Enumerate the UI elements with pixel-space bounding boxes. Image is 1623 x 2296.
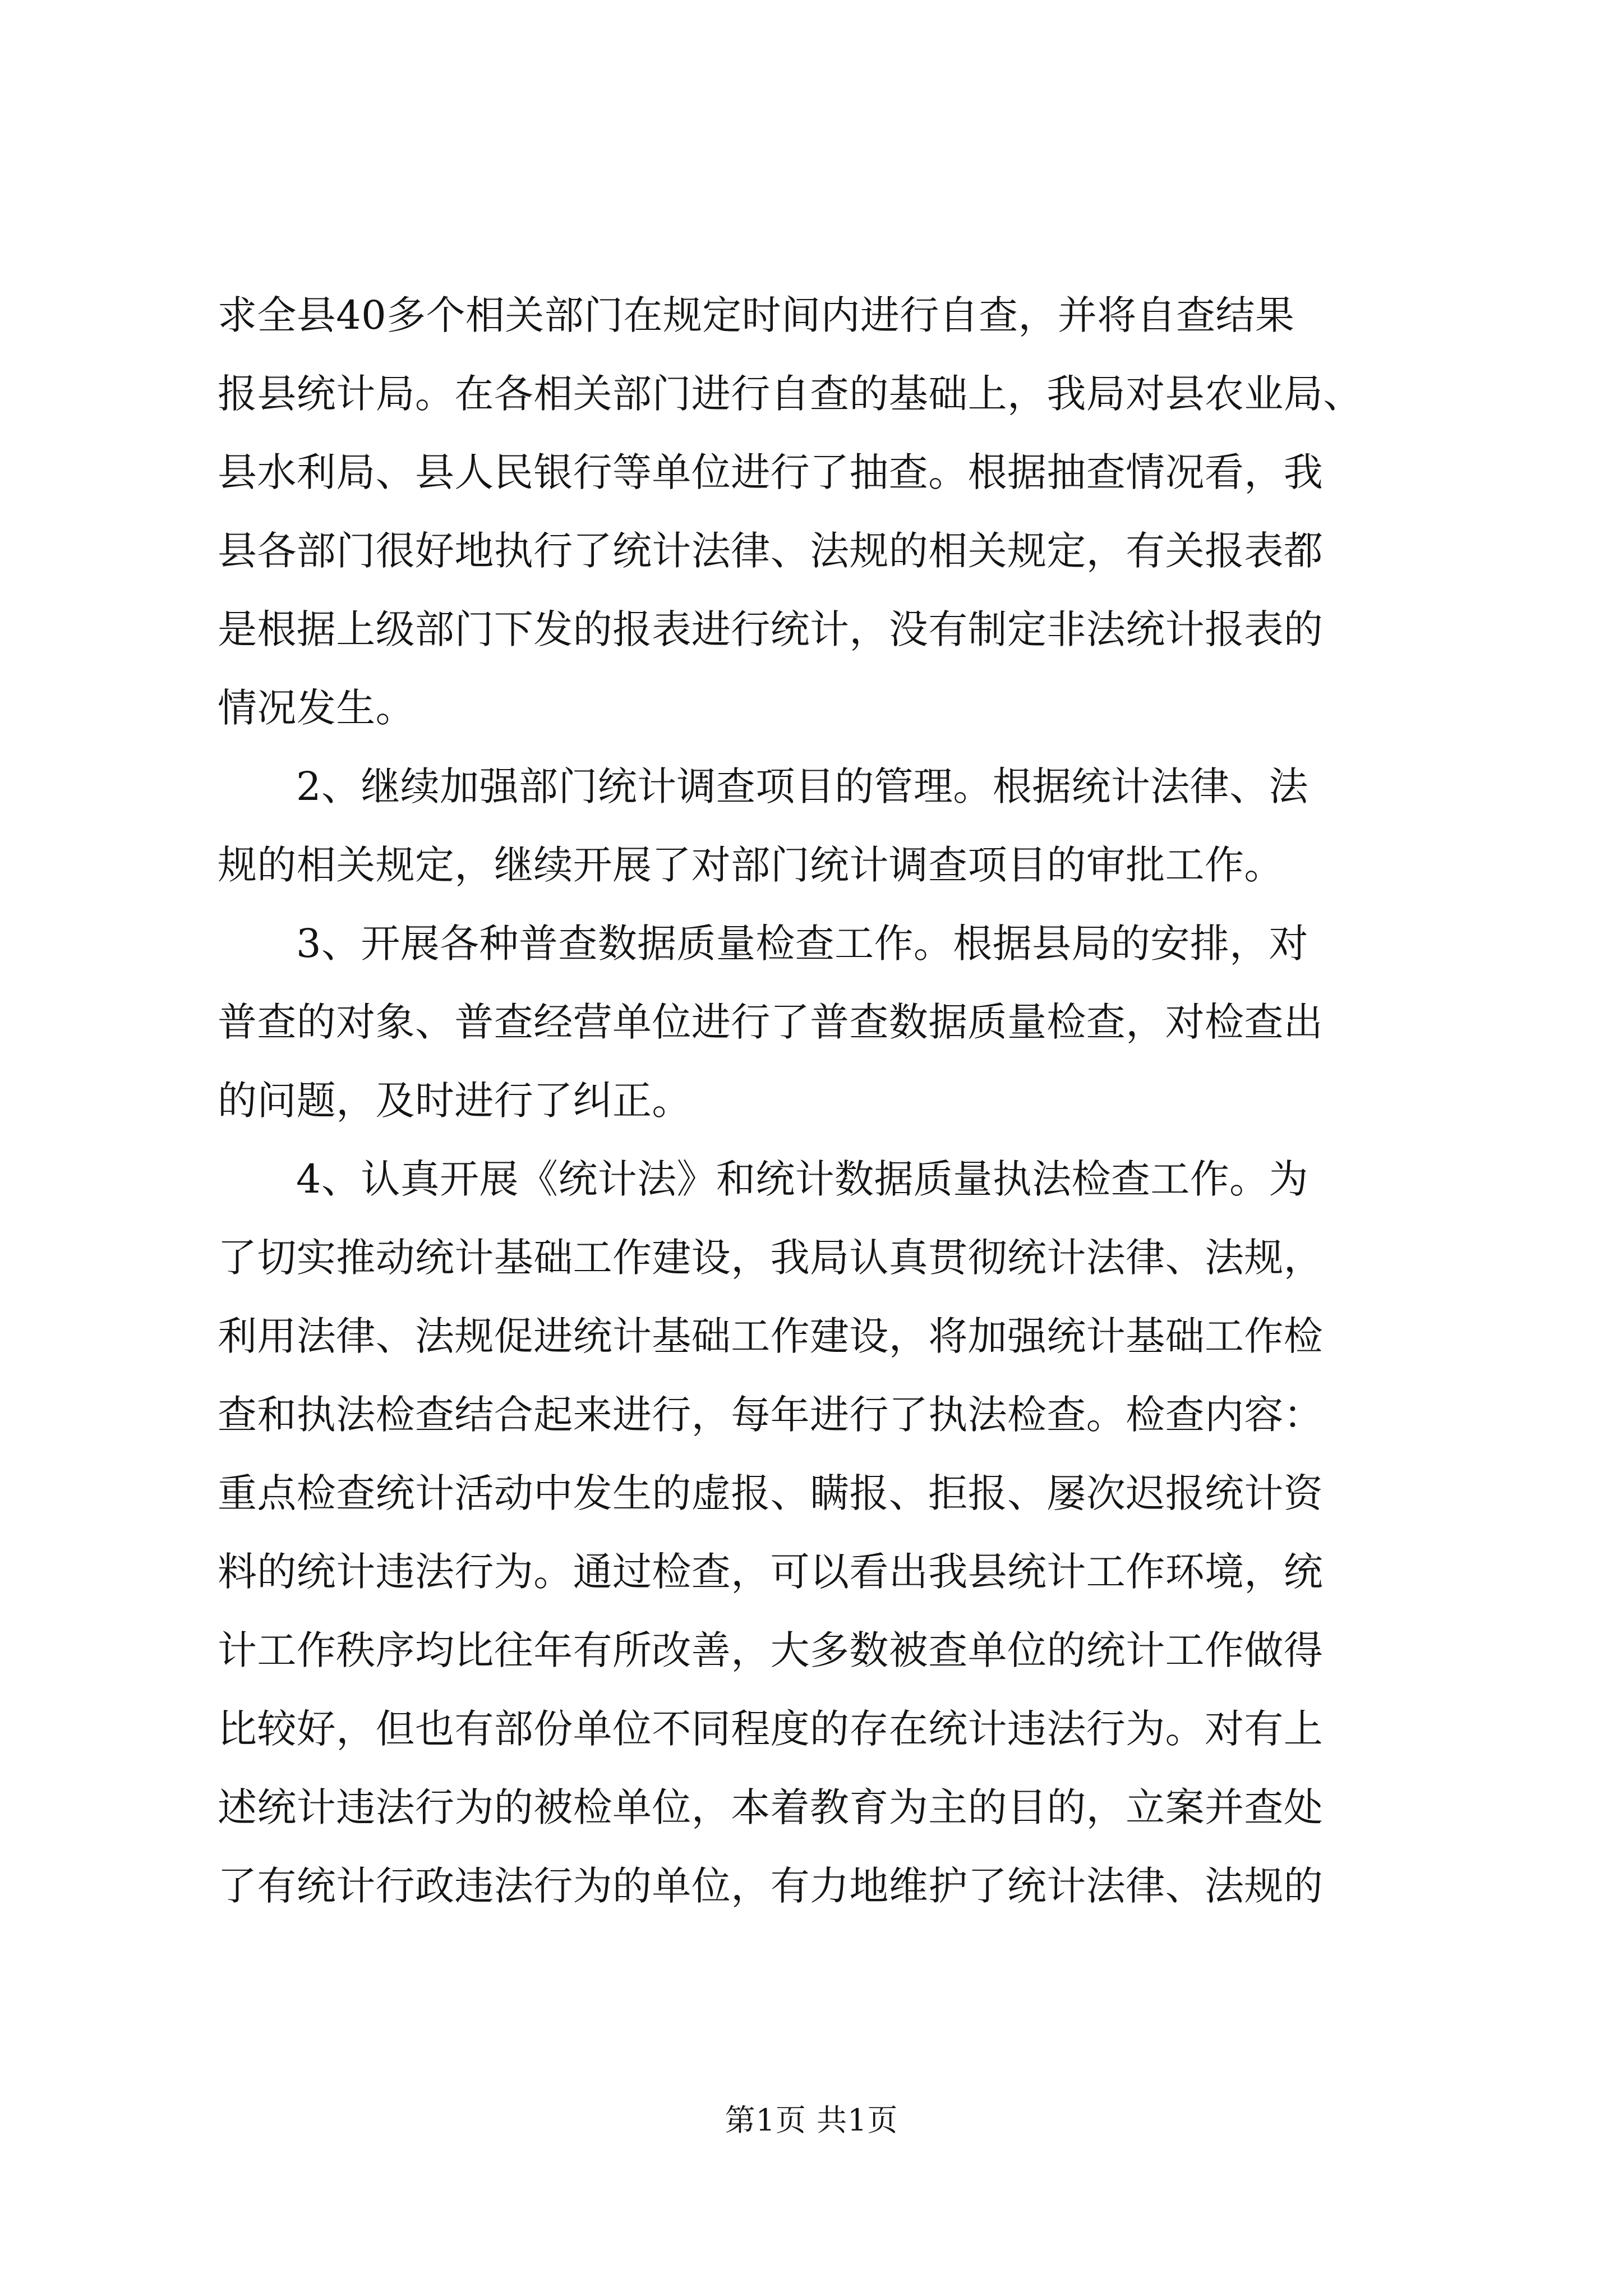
text-line: 料的统计违法行为。通过检查，可以看出我县统计工作环境，统 [218,1549,1324,1595]
text-line: 求全县40多个相关部门在规定时间内进行自查，并将自查结果 [218,292,1295,338]
text-line: 县各部门很好地执行了统计法律、法规的相关规定，有关报表都 [218,528,1324,574]
text-line: 县水利局、县人民银行等单位进行了抽查。根据抽查情况看，我 [218,449,1324,495]
text-line: 规的相关规定，继续开展了对部门统计调查项目的审批工作。 [218,842,1284,888]
text-line: 查和执法检查结合起来进行，每年进行了执法检查。检查内容： [218,1392,1324,1438]
text-line: 的问题，及时进行了纠正。 [218,1078,691,1124]
text-line: 普查的对象、普查经营单位进行了普查数据质量检查，对检查出 [218,999,1324,1045]
text-line: 重点检查统计活动中发生的虚报、瞒报、拒报、屡次迟报统计资 [218,1470,1324,1516]
paragraph-4-first-line: 4、认真开展《统计法》和统计数据质量执法检查工作。为 [296,1156,1308,1202]
text-line: 情况发生。 [218,685,415,731]
paragraph-3-first-line: 3、开展各种普查数据质量检查工作。根据县局的安排，对 [296,921,1308,967]
page-number-footer: 第1页 共1页 [725,2102,898,2138]
text-line: 述统计违法行为的被检单位，本着教育为主的目的，立案并查处 [218,1784,1324,1830]
text-line: 是根据上级部门下发的报表进行统计，没有制定非法统计报表的 [218,606,1324,652]
document-body [218,276,1429,1925]
text-line: 利用法律、法规促进统计基础工作建设，将加强统计基础工作检 [218,1313,1324,1359]
text-line: 报县统计局。在各相关部门进行自查的基础上，我局对县农业局、 [218,371,1363,417]
text-line: 了切实推动统计基础工作建设，我局认真贯彻统计法律、法规， [218,1235,1324,1281]
paragraph-2-first-line: 2、继续加强部门统计调查项目的管理。根据统计法律、法 [296,763,1308,809]
text-line: 了有统计行政违法行为的单位，有力地维护了统计法律、法规的 [218,1863,1324,1909]
text-line: 计工作秩序均比往年有所改善，大多数被查单位的统计工作做得 [218,1627,1324,1673]
text-line: 比较好，但也有部份单位不同程度的存在统计违法行为。对有上 [218,1706,1324,1752]
